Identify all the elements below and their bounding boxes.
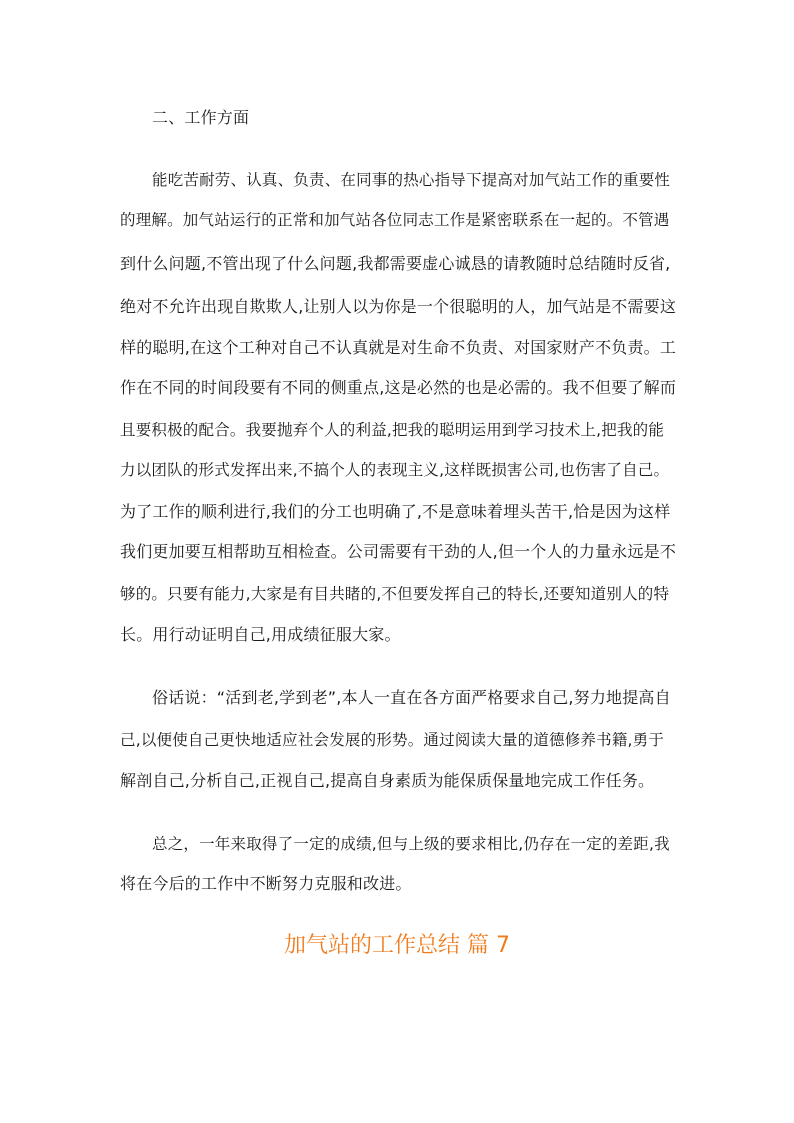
paragraph-3-line-2: 将在今后的工作中不断努力克服和改进。 — [120, 874, 412, 893]
paragraph-1-line-8: 力以团队的形式发挥出来,不搞个人的表现主义,这样既损害公司,也伤害了自己。 — [120, 461, 670, 479]
paragraph-1-line-6: 作在不同的时间段要有不同的侧重点,这是必然的也是必需的。我不但要了解而 — [120, 378, 677, 397]
paragraph-1-line-4: 绝对不允许出现自欺欺人,让别人以为你是一个很聪明的人，加气站是不需要这 — [120, 297, 677, 316]
paragraph-1-line-7: 且要积极的配合。我要抛弃个人的利益,把我的聪明运用到学习技术上,把我的能 — [120, 421, 665, 439]
paragraph-3-line-1: 总之，一年来取得了一定的成绩,但与上级的要求相比,仍存在一定的差距,我 — [152, 835, 670, 853]
paragraph-1-line-11: 够的。只要有能力,大家是有目共睹的,不但要发挥自己的特长,还要知道别人的特 — [120, 585, 670, 603]
paragraph-1-line-3: 到什么问题,不管出现了什么问题,我都需要虚心诚恳的请教随时总结随时反省, — [120, 254, 671, 273]
paragraph-2-line-2: 己,以便使自己更快地适应社会发展的形势。通过阅读大量的道德修养书籍,勇于 — [120, 731, 665, 749]
paragraph-1-line-9: 为了工作的顺利进行,我们的分工也明确了,不是意味着埋头苦干,恰是因为这样 — [120, 502, 671, 521]
next-section-title: 加气站的工作总结 篇 7 — [284, 933, 510, 958]
paragraph-1-line-10: 我们更加要互相帮助互相检查。公司需要有干劲的人,但一个人的力量永远是不 — [120, 542, 677, 561]
section-heading: 二、工作方面 — [152, 108, 250, 127]
paragraph-1-line-5: 样的聪明,在这个工种对自己不认真就是对生命不负责、对国家财产不负责。工 — [120, 338, 677, 357]
paragraph-1-line-12: 长。用行动证明自己,用成绩征服大家。 — [120, 625, 401, 644]
paragraph-2-line-3: 解剖自己,分析自己,正视自己,提高自身素质为能保质保量地完成工作任务。 — [120, 771, 655, 790]
paragraph-1-line-2: 的理解。加气站运行的正常和加气站各位同志工作是紧密联系在一起的。不管遇 — [120, 211, 670, 229]
paragraph-1-line-1: 能吃苦耐劳、认真、负责、在同事的热心指导下提高对加气站工作的重要性 — [152, 171, 671, 189]
paragraph-2-line-1: 俗话说：“活到老,学到老”,本人一直在各方面严格要求自己,努力地提高自 — [152, 688, 671, 707]
